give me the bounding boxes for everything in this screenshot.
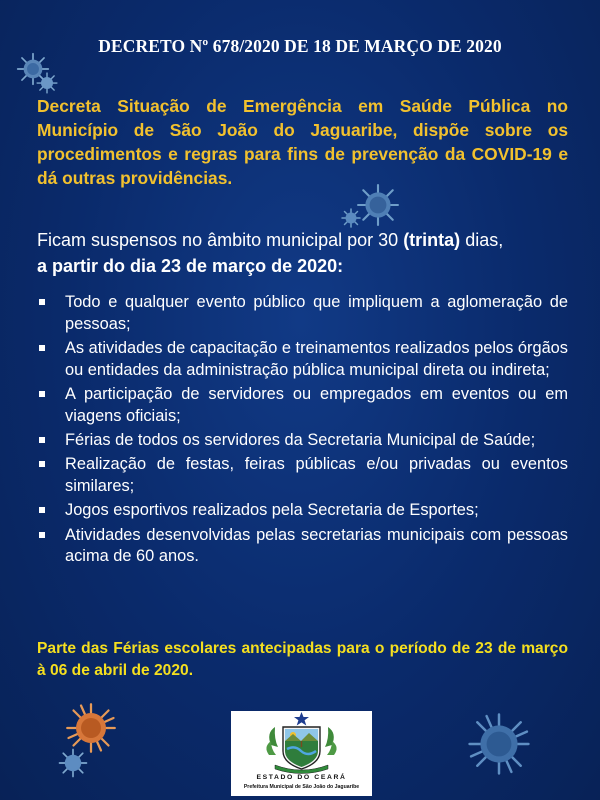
list-item-text: Atividades desenvolvidas pelas secretarias municipais com pessoas acima de 60 anos.	[65, 525, 568, 566]
list-item-text: Todo e qualquer evento público que impliquem a aglomeração de pessoas;	[65, 293, 568, 333]
coronavirus-icon	[36, 72, 58, 94]
bullet-icon	[39, 507, 45, 513]
bullet-icon	[39, 532, 45, 538]
list-item	[37, 454, 568, 497]
list-item-text: As atividades de capacitação e treinamentos realizados pelos órgãos ou entidades da administração pública municipal direta ou indireta;	[65, 338, 568, 379]
coronavirus-icon	[66, 703, 116, 753]
list-item	[37, 384, 568, 427]
list-item-text: Realização de festas, feiras públicas e/ou privadas ou eventos similares;	[65, 455, 568, 495]
list-item	[37, 338, 568, 381]
bullet-icon	[39, 299, 45, 305]
list-item	[37, 500, 568, 522]
coronavirus-icon	[58, 748, 88, 778]
suspension-intro	[37, 227, 568, 279]
logo-state-name: ESTADO DO CEARÁ	[256, 774, 347, 781]
bullet-icon	[39, 437, 45, 443]
bullet-icon	[39, 345, 45, 351]
list-item-text: A participação de servidores ou empregados em eventos ou em viagens oficiais;	[65, 384, 568, 425]
coronavirus-icon	[468, 713, 530, 775]
coronavirus-icon	[341, 208, 361, 228]
bullet-icon	[39, 391, 45, 397]
decree-title: DECRETO Nº 678/2020 DE 18 DE MARÇO DE 2020	[98, 36, 502, 56]
decree-summary: Decreta Situação de Emergência em Saúde Pública no Município de São João do Jaguaribe, dispõe sobre os procedimentos e regras para fins de prevenção da COVID-19 e dá outras providências.	[37, 96, 568, 188]
coat-of-arms-icon	[231, 711, 372, 775]
list-item	[37, 525, 568, 568]
intro-start-date: a partir do dia 23 de março de 2020:	[37, 256, 344, 276]
intro-duration: (trinta)	[403, 230, 461, 250]
list-item-text: Férias de todos os servidores da Secretaria Municipal de Saúde;	[65, 430, 536, 449]
list-item-text: Jogos esportivos realizados pela Secretaria de Esportes;	[65, 501, 479, 520]
list-item	[37, 430, 568, 452]
school-vacation-note: Parte das Férias escolares antecipadas para o período de 23 de março à 06 de abril de 2020.	[37, 640, 568, 679]
intro-text: dias,	[460, 230, 504, 250]
logo-prefecture-name: Prefeitura Municipal de São João do Jaguaribe	[243, 784, 360, 790]
bullet-icon	[39, 461, 45, 467]
municipality-logo	[231, 711, 372, 796]
suspension-list	[37, 292, 568, 571]
list-item	[37, 292, 568, 335]
coronavirus-icon	[357, 184, 399, 226]
intro-text: Ficam suspensos no âmbito municipal por 30	[37, 230, 404, 250]
